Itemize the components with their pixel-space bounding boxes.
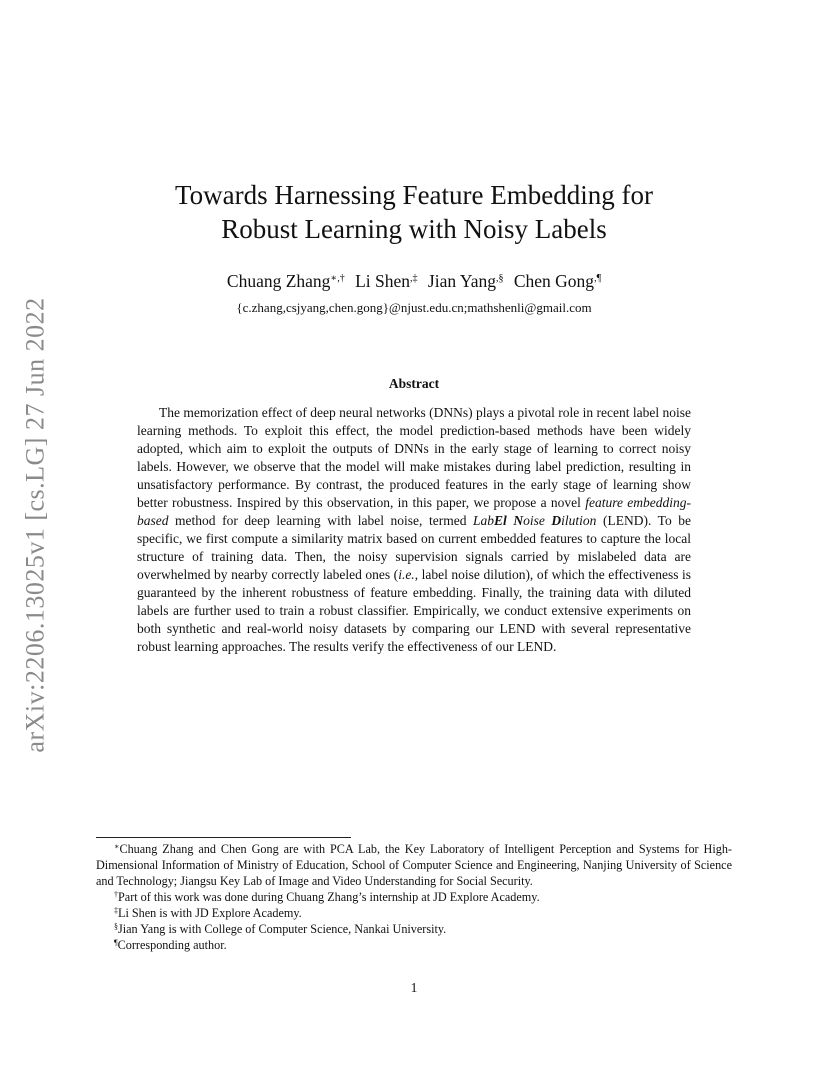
author-emails: {c.zhang,csjyang,chen.gong}@njust.edu.cn;mathshenli@gmail.com xyxy=(236,300,592,315)
footnote-5 xyxy=(96,937,732,953)
lend-lab: Lab xyxy=(473,513,495,528)
author-affiliation-marks: ,¶ xyxy=(594,273,602,284)
author-name: Chuang Zhang xyxy=(226,271,331,291)
method-name-lend xyxy=(473,513,596,528)
footnotes xyxy=(96,841,732,953)
lend-ilution: ilution xyxy=(561,513,597,528)
footnote-1 xyxy=(96,841,732,889)
page-number: 1 xyxy=(410,980,418,995)
footnote-text: Corresponding author. xyxy=(117,938,227,952)
author-2 xyxy=(355,271,417,291)
lend-el: El xyxy=(494,513,507,528)
lend-d: D xyxy=(551,513,562,528)
author-affiliation-marks: ,§ xyxy=(495,273,504,284)
paper-title xyxy=(100,178,728,246)
author-name: Li Shen xyxy=(355,271,411,291)
author-name: Chen Gong xyxy=(513,271,595,291)
footnote-text: Li Shen is with JD Explore Academy. xyxy=(118,906,302,920)
footnote-2 xyxy=(96,889,732,905)
arxiv-identifier: arXiv:2206.13025v1 [cs.LG] 27 Jun 2022 xyxy=(21,297,50,753)
abstract-heading: Abstract xyxy=(388,376,440,391)
author-4 xyxy=(514,271,601,291)
footnote-3 xyxy=(96,905,732,921)
author-affiliation-marks: ,‡ xyxy=(410,273,418,284)
lend-oise: oise xyxy=(523,513,545,528)
footnote-mark: ¶ xyxy=(114,938,118,947)
footnote-text: Jian Yang is with College of Computer Science, Nankai University. xyxy=(118,922,447,936)
author-list xyxy=(100,270,728,292)
author-name: Jian Yang xyxy=(427,271,496,291)
abstract-part-1: The memorization effect of deep neural networks (DNNs) plays a pivotal role in recent label noise learning methods. To exploit this effect, the model prediction-based methods have been widely adopted, which aim to exploit the outputs of DNNs in the early stage of learning to correct noisy labels. However, we observe that the model will make mistakes during label prediction, resulting in unsatisfactory performance. By contrast, the produced features in the early stage of learning show better robustness. Inspired by this observation, in this paper, we propose a novel xyxy=(137,405,691,510)
footnote-divider xyxy=(96,837,351,838)
footnote-mark: ∗ xyxy=(114,842,120,851)
author-3 xyxy=(428,271,504,291)
arxiv-side-stamp xyxy=(10,290,62,760)
footnote-text: Chuang Zhang and Chen Gong are with PCA Lab, the Key Laboratory of Intelligent Perception and Systems for High-Dimensional Information of Ministry of Education, School of Computer Science and Engineering, Nanjing University of Science and Technology; Jiangsu Key Lab of Image and Video Understanding for Social Security. xyxy=(96,842,732,888)
title-line-2: Robust Learning with Noisy Labels xyxy=(221,214,607,244)
footnote-4 xyxy=(96,921,732,937)
abstract-part-2: method for deep learning with label noise, termed xyxy=(168,513,474,528)
footnote-text: Part of this work was done during Chuang Zhang’s internship at JD Explore Academy. xyxy=(118,890,540,904)
abstract-emphasis-ie: i.e. xyxy=(398,567,415,582)
abstract-part-3: (LEND). To be specific, we first compute a similarity matrix based on current embedded features to capture the local structure of training data. Then, the noisy supervision signals carried by mislabeled data are overwhelmed by nearby correctly labeled ones ( xyxy=(137,513,692,582)
author-affiliation-marks: ∗,† xyxy=(330,273,345,284)
footnote-mark: † xyxy=(114,890,118,899)
abstract-text xyxy=(137,404,691,656)
abstract-emphasis-feature-embedding: feature embedding-based xyxy=(137,495,691,528)
footnote-mark: § xyxy=(114,922,118,931)
author-1 xyxy=(227,271,345,291)
lend-n: N xyxy=(513,513,524,528)
title-line-1: Towards Harnessing Feature Embedding for xyxy=(175,180,653,210)
footnote-mark: ‡ xyxy=(114,906,118,915)
abstract-part-4: , label noise dilution), of which the effectiveness is guaranteed by the inherent robustness of feature embedding. Finally, the training data with diluted labels are further used to train a robust classifier. Empirically, we conduct extensive experiments on both synthetic and real-world noisy datasets by comparing our LEND with several representative robust learning approaches. The results verify the effectiveness of our LEND. xyxy=(137,567,692,654)
